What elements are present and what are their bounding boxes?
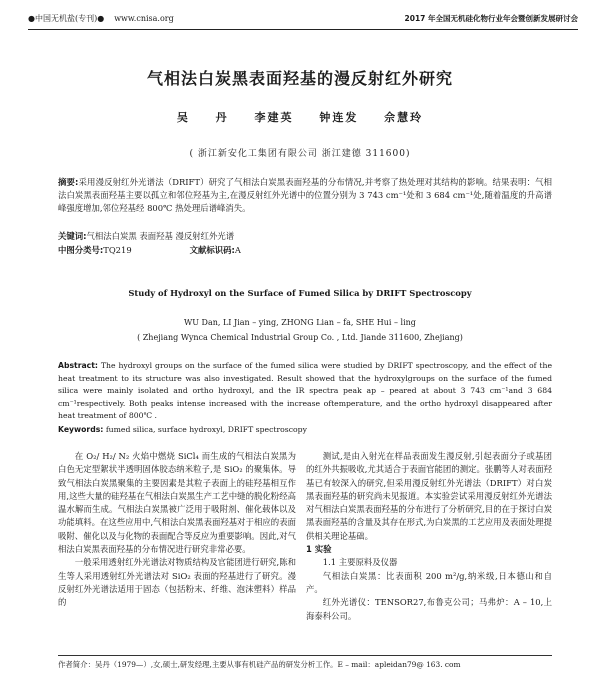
body-column-left xyxy=(58,450,296,610)
keywords-en xyxy=(58,424,552,437)
authors-cn: 吴 丹 李建英 钟连发 佘慧玲 xyxy=(176,111,424,124)
abstract-cn-text: 采用漫反射红外光谱法（DRIFT）研究了气相法白炭黑表面羟基的分布情况,并考察了热处理对其结构的影响。结果表明：气相法白炭黑表面羟基主要以孤立和邻位羟基为主,在漫反射红外光谱中的位置分别为 3 743 cm⁻¹处和 3 684 cm⁻¹处,随着温度的升高谱峰强度增加,邻位羟基经 800℃ 热处理后谱峰消失。 xyxy=(58,177,552,213)
clc-value: TQ219 xyxy=(103,245,132,255)
author-footnote: 作者简介：吴丹（1979—）,女,硕士,研发经理,主要从事有机硅产品的研发分析工作。E – mail：apleidan79@ 163. com xyxy=(58,655,552,670)
conference-name: 2017 年全国无机硅化物行业年会暨创新发展研讨会 xyxy=(404,13,578,23)
body-column-right xyxy=(306,450,552,623)
keywords-cn xyxy=(58,230,552,243)
keywords-en-label: Keywords: xyxy=(58,425,104,434)
intro-paragraph-1: 在 O₂/ H₂/ N₂ 火焰中燃烧 SiCl₄ 而生成的气相法白炭黑为白色无定型絮状半透明固体胶态纳米粒子,是 SiO₂ 的聚集体。导致气相法白炭黑聚集的主要因素是其粒子表面上的硅羟基相互作用,这些大量的硅羟基在气相法白炭黑生产工艺中缝的脱化粉经高温水解而生成。气相法白炭黑被广泛用于吸附剂、催化载体以及功能填料。在这些应用中,气相法白炭黑表面羟基对于相应的表面吸附、催化以及与化物的表面配合等反应为重要影响。因此,对气相法白炭黑表面羟基的分布情况进行研究非常必要。 xyxy=(58,451,296,555)
intro-paragraph-3: 测试,是由入射光在样品表面发生漫反射,引起表面分子或基团的红外共振吸收,尤其适合于表面官能团的测定。张鹏等人对表面羟基已有较深入的研究,但采用漫反射红外光谱法（DRIFT）对白炭黑表面羟基的研究尚未见报道。本实验尝试采用漫反射红外光谱法对气相法白炭黑表面羟基的分布进行了分析研究,目的在于探讨白炭黑表面羟基的含量及其存在形式,为白炭黑的工艺应用及表面处理提供相关理论基础。 xyxy=(306,451,552,541)
journal-url: www.cnisa.org xyxy=(114,13,174,23)
affiliation-en: ( Zhejiang Wynca Chemical Industrial Group Co. , Ltd. Jiande 311600, Zhejiang) xyxy=(137,333,463,342)
materials-paragraph: 气相法白炭黑：比表面积 200 m²/g,纳米级,日本德山和自产。 xyxy=(306,570,552,594)
keywords-cn-text: 气相法白炭黑 表面羟基 漫反射红外光谱 xyxy=(86,231,235,241)
paper-title-cn: 气相法白炭黑表面羟基的漫反射红外研究 xyxy=(146,69,453,88)
intro-paragraph-2: 一般采用透射红外光谱法对物质结构及官能团进行研究,陈和生等人采用透射红外光谱法对 SiO₂ 表面的羟基进行了研究。漫反射红外光谱法适用于固态（包括粉末、纤维、泡沫塑料）样品的 xyxy=(58,557,296,608)
abstract-en-text: The hydroxyl groups on the surface of the fumed silica were studied by DRIFT spectroscopy, and the effect of the heat treatment to its structure was also investigated. Result showed that the hydroxylgroups on the surface of the fumed silica were mainly isolated and ortho hydroxyl, and the IR spectra peak ap – peared at about 3 743 cm⁻¹and 3 684 cm⁻¹respectively. Both peaks intense increased with the increase oftemperature, and the ortho hydroxyl disappeared after heat treatment of 800℃ . xyxy=(58,361,552,421)
section-heading-experiment: 1 实验 xyxy=(306,544,332,555)
running-header xyxy=(28,10,578,30)
keywords-cn-label: 关键词: xyxy=(58,231,87,241)
affiliation-cn: ( 浙江新安化工集团有限公司 浙江建德 311600) xyxy=(189,149,411,159)
abstract-cn-label: 摘要: xyxy=(58,177,79,187)
instruments-paragraph: 红外光谱仪：TENSOR27,布鲁克公司；马弗炉：A – 10,上海泰科公司。 xyxy=(306,597,552,621)
authors-en: WU Dan, LI Jian – ying, ZHONG Lian – fa, SHE Hui – ling xyxy=(184,318,416,327)
classification-line xyxy=(58,244,552,257)
abstract-en xyxy=(58,360,552,423)
doc-code-value: A xyxy=(234,245,241,255)
keywords-en-text: fumed silica, surface hydroxyl, DRIFT spectroscopy xyxy=(105,425,307,434)
abstract-en-label: Abstract: xyxy=(58,361,98,370)
journal-name: ●中国无机盐(专刊)● xyxy=(28,13,105,23)
paper-title-en: Study of Hydroxyl on the Surface of Fumed Silica by DRIFT Spectroscopy xyxy=(128,288,472,298)
doc-code-label: 文献标识码: xyxy=(189,245,235,255)
subsection-heading-materials: 1.1 主要原料及仪器 xyxy=(322,557,398,568)
abstract-cn xyxy=(58,176,552,215)
clc-label: 中图分类号: xyxy=(58,245,104,255)
